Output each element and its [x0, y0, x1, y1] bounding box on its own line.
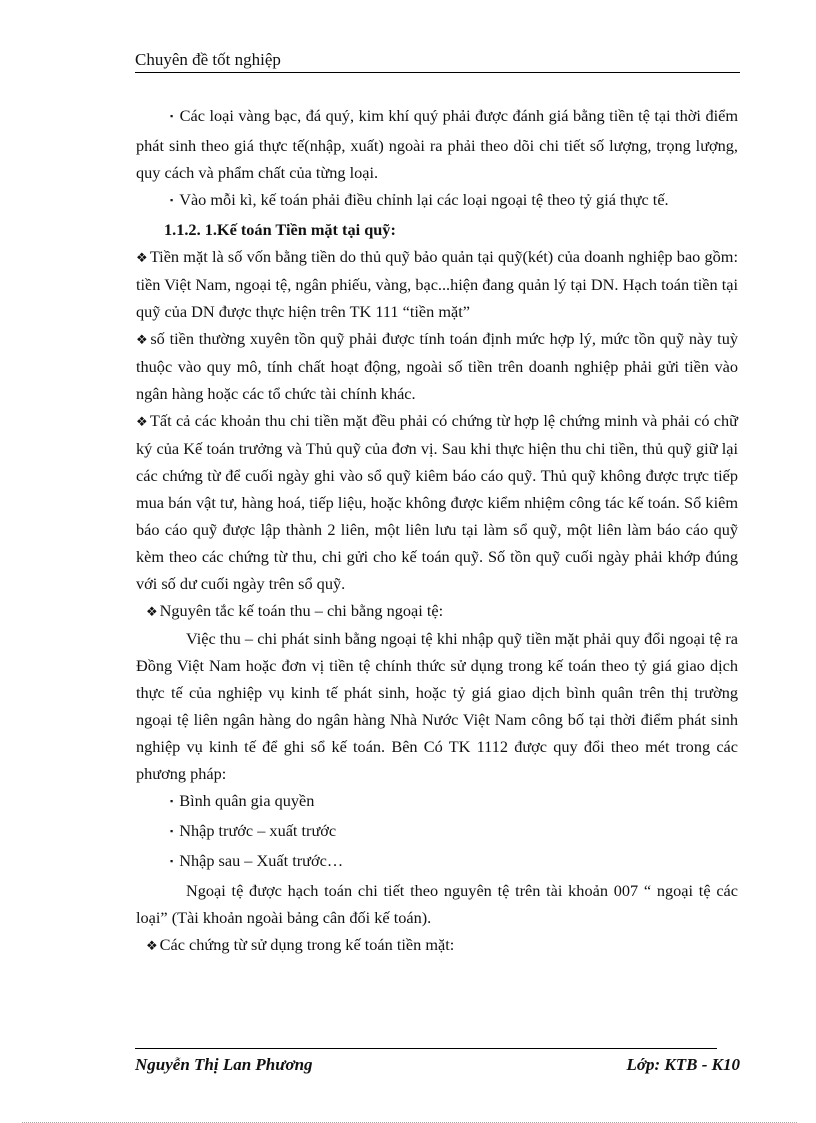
paragraph-cash-limit: ❖ số tiền thường xuyên tồn quỹ phải được tính toán định mức hợp lý, mức tồn quỹ này tuỳ thuộc vào quy mô, tính chất hoạt động, ngoài số tiền trên doanh nghiệp phải gửi tiền vào ngân hàng hoặc các tổ chức tài chính khác.	[136, 329, 738, 403]
diamond-bullet-icon: ❖	[136, 414, 148, 429]
paragraph-exchange-rate: Việc thu – chi phát sinh bằng ngoại tệ khi nhập quỹ tiền mặt phải quy đổi ngoại tệ ra Đồng Việt Nam hoặc đơn vị tiền tệ chính thức sử dụng trong kế toán theo tỷ giá giao dịch thực tế của nghiệp vụ kinh tế phát sinh, hoặc tỷ giá giao dịch bình quân trên thị trường ngoại tệ liên ngân hàng do ngân hàng Nhà Nước Việt Nam công bố tại thời điểm phát sinh nghiệp vụ kinh tế để ghi sổ kế toán. Bên Có TK 1112 được quy đổi theo mét trong các phương pháp:	[136, 629, 738, 783]
footer-class: Lớp: KTB - K10	[626, 1055, 740, 1074]
page-footer	[135, 1055, 740, 1075]
section-heading: 1.1.2. 1.Kế toán Tiền mặt tại quỹ:	[164, 220, 396, 239]
paragraph-cash-definition: ❖ Tiền mặt là số vốn bằng tiền do thủ quỹ bảo quản tại quỹ(két) của doanh nghiệp bao gồm: tiền Việt Nam, ngoại tệ, ngân phiếu, vàng, bạc...hiện đang quản lý tại DN. Hạch toán tiền tại quỹ của DN được thực hiện trên TK 111 “tiền mặt”	[136, 247, 738, 321]
footer-divider	[135, 1048, 717, 1049]
diamond-bullet-icon: ❖	[136, 332, 149, 347]
page-header	[135, 50, 740, 73]
square-bullet-icon: ▪	[170, 195, 174, 205]
paragraph-foreign-currency-principle: ❖ Nguyên tắc kế toán thu – chi bằng ngoại tệ:	[146, 601, 444, 620]
square-bullet-icon: ▪	[170, 111, 174, 121]
diamond-bullet-icon: ❖	[146, 604, 158, 619]
diamond-bullet-icon: ❖	[136, 250, 148, 265]
footer-author: Nguyễn Thị Lan Phương	[135, 1055, 313, 1074]
diamond-bullet-icon: ❖	[146, 938, 158, 953]
square-bullet-icon: ▪	[170, 796, 174, 806]
paragraph-foreign-currency-adjust: ▪ Vào mỗi kì, kế toán phải điều chỉnh lại các loại ngoại tệ theo tỷ giá thực tế.	[170, 190, 669, 209]
header-title: Chuyên đề tốt nghiệp	[135, 50, 281, 69]
page-content	[136, 102, 738, 959]
paragraph-cash-documents: ❖ Các chứng từ sử dụng trong kế toán tiền mặt:	[146, 935, 455, 954]
square-bullet-icon: ▪	[170, 856, 174, 866]
list-item: ▪ Nhập trước – xuất trước	[170, 821, 337, 840]
square-bullet-icon: ▪	[170, 826, 174, 836]
list-item: ▪ Bình quân gia quyền	[170, 791, 315, 810]
paragraph-precious-metals: ▪ Các loại vàng bạc, đá quý, kim khí quý phải được đánh giá bằng tiền tệ tại thời điểm phát sinh theo giá thực tế(nhập, xuất) ngoài ra phải theo dõi chi tiết số lượng, trọng lượng, quy cách và phẩm chất của từng loại.	[136, 106, 738, 182]
list-item: ▪ Nhập sau – Xuất trước…	[170, 851, 344, 870]
paragraph-account-007: Ngoại tệ được hạch toán chi tiết theo nguyên tệ trên tài khoản 007 “ ngoại tệ các loại” (Tài khoản ngoài bảng cân đối kế toán).	[136, 881, 738, 927]
paragraph-cash-vouchers: ❖ Tất cả các khoản thu chi tiền mặt đều phải có chứng từ hợp lệ chứng minh và phải có chữ ký của Kế toán trưởng và Thủ quỹ của đơn vị. Sau khi thực hiện thu chi tiền, thủ quỹ giữ lại các chứng từ để cuối ngày ghi vào sổ quỹ kiêm báo cáo quỹ. Thủ quỹ không được trực tiếp mua bán vật tư, hàng hoá, tiếp liệu, hoặc không được kiểm nhiệm công tác kế toán. Sổ kiêm báo cáo quỹ được lập thành 2 liên, một liên lưu tại làm sổ quỹ, một liên làm báo cáo quỹ kèm theo các chứng từ thu, chi gửi cho kế toán quỹ. Số tồn quỹ cuối ngày phải khớp đúng với số dư cuối ngày trên sổ quỹ.	[136, 411, 738, 593]
